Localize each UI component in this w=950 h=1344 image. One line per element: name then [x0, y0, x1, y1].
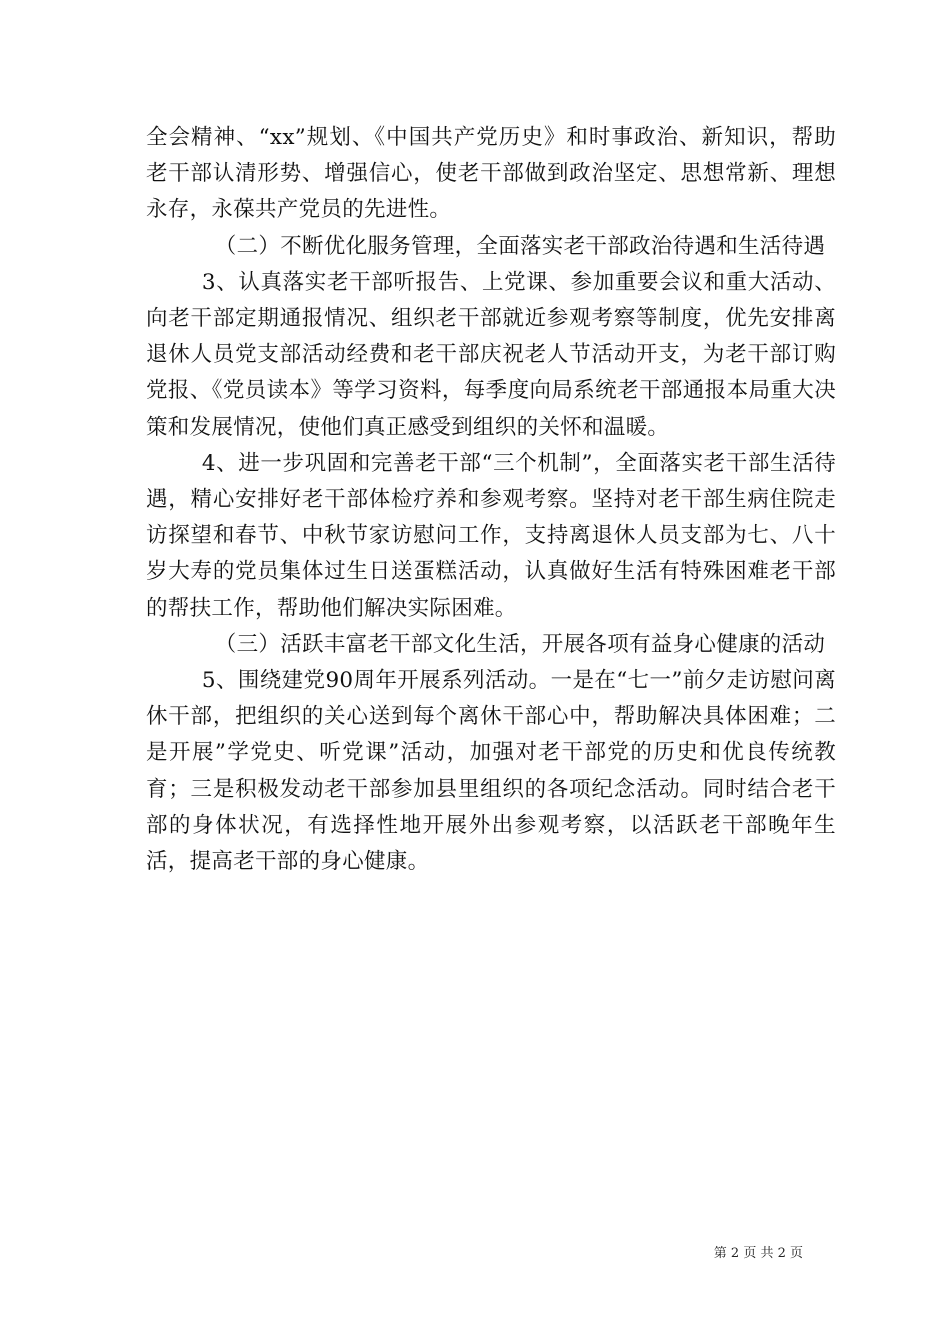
section-heading-3: （三）活跃丰富老干部文化生活，开展各项有益身心健康的活动: [214, 631, 826, 657]
paragraph-item-4: 4、进一步巩固和完善老干部“三个机制”，全面落实老干部生活待遇，精心安排好老干部体检疗养和参观考察。坚持对老干部生病住院走访探望和春节、中秋节家访慰问工作，支持离退休人员支部为七、八十岁大寿的党员集体过生日送蛋糕活动，认真做好生活有特殊困难老干部的帮扶工作，帮助他们解决实际困难。: [146, 450, 836, 621]
paragraph-item-5: 5、围绕建党90周年开展系列活动。一是在“七一”前夕走访慰问离休干部，把组织的关心送到每个离休干部心中，帮助解决具体困难；二是开展”学党史、听党课”活动，加强对老干部党的历史和优良传统教育；三是积极发动老干部参加县里组织的各项纪念活动。同时结合老干部的身体状况，有选择性地开展外出参观考察，以活跃老干部晚年生活，提高老干部的身心健康。: [146, 668, 836, 875]
page-number-footer: 第 2 页 共 2 页: [713, 1246, 803, 1261]
paragraph-item-3: 3、认真落实老干部听报告、上党课、参加重要会议和重大活动、向老干部定期通报情况、组织老干部就近参观考察等制度，优先安排离退休人员党支部活动经费和老干部庆祝老人节活动开支，为老干部订购党报、《党员读本》等学习资料，每季度向局系统老干部通报本局重大决策和发展情况，使他们真正感受到组织的关怀和温暖。: [146, 269, 836, 440]
document-body: [146, 120, 836, 880]
paragraph-continuation: 全会精神、“xx”规划、《中国共产党历史》和时事政治、新知识，帮助老干部认清形势、增强信心，使老干部做到政治坚定、思想常新、理想永存，永葆共产党员的先进性。: [146, 125, 836, 223]
section-heading-2: （二）不断优化服务管理，全面落实老干部政治待遇和生活待遇: [214, 233, 826, 259]
